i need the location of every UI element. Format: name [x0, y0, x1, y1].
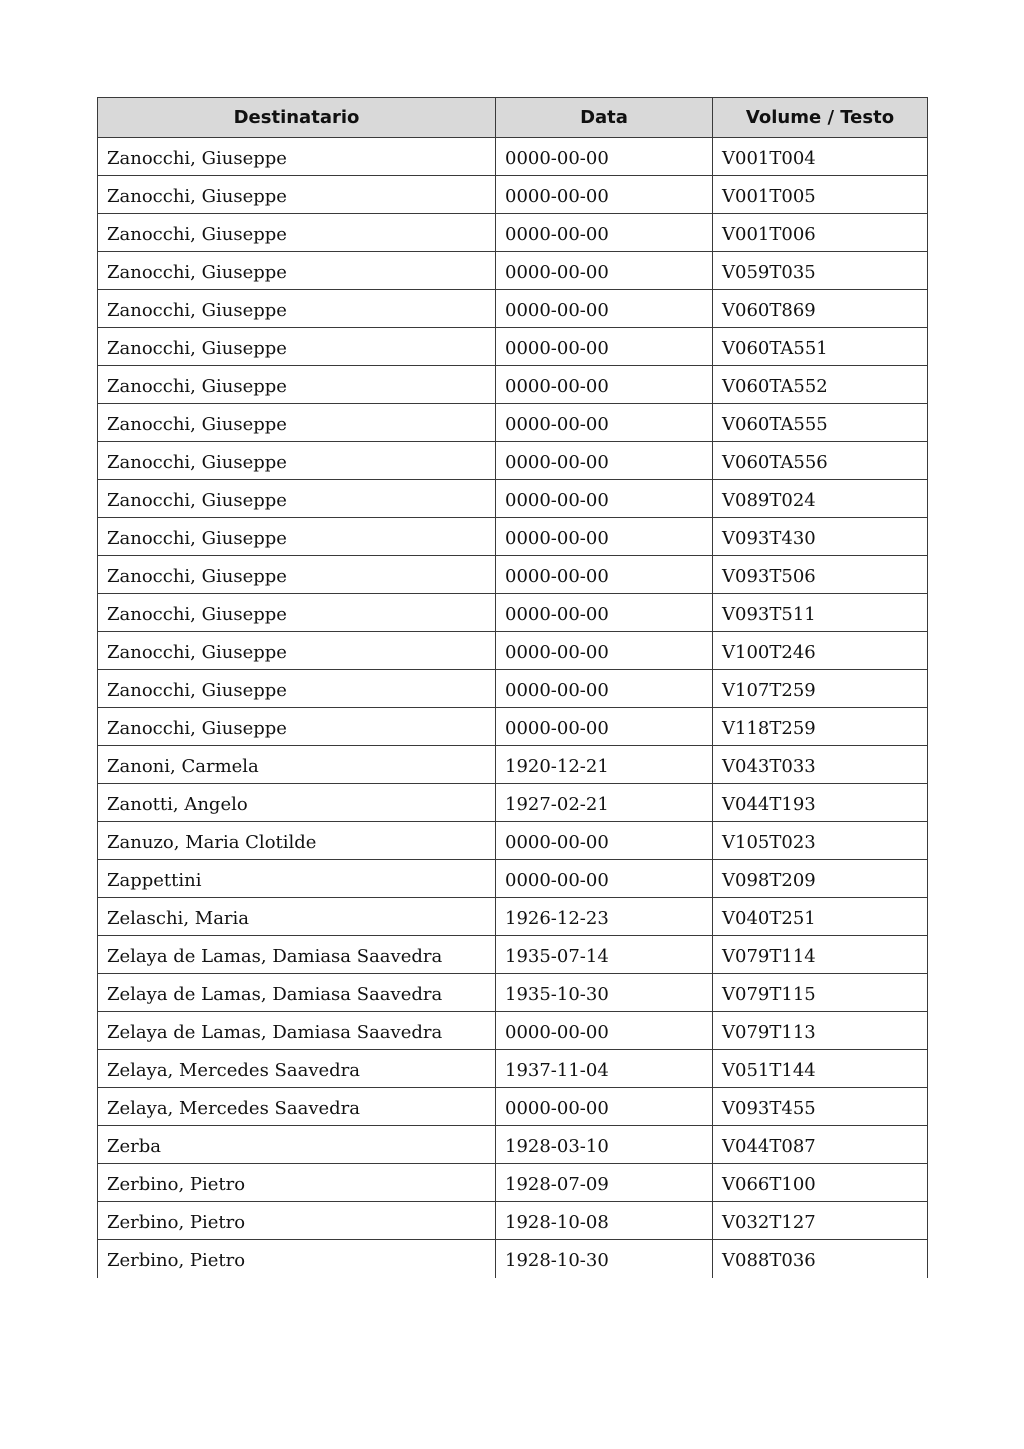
- cell-data: 0000-00-00: [496, 328, 713, 366]
- cell-data: 0000-00-00: [496, 860, 713, 898]
- cell-destinatario: Zanocchi, Giuseppe: [98, 214, 496, 252]
- table-row: [98, 1240, 928, 1278]
- cell-volume-testo: V044T087: [713, 1126, 928, 1164]
- table-row: [98, 556, 928, 594]
- cell-data: 0000-00-00: [496, 290, 713, 328]
- cell-data: 1920-12-21: [496, 746, 713, 784]
- cell-volume-testo: V107T259: [713, 670, 928, 708]
- cell-volume-testo: V060T869: [713, 290, 928, 328]
- cell-destinatario: Zanocchi, Giuseppe: [98, 556, 496, 594]
- cell-destinatario: Zanotti, Angelo: [98, 784, 496, 822]
- cell-destinatario: Zanocchi, Giuseppe: [98, 366, 496, 404]
- table-body: [98, 138, 928, 1278]
- cell-data: 0000-00-00: [496, 1088, 713, 1126]
- table-row: [98, 1012, 928, 1050]
- table-row: [98, 936, 928, 974]
- cell-destinatario: Zanocchi, Giuseppe: [98, 328, 496, 366]
- cell-data: 1928-03-10: [496, 1126, 713, 1164]
- cell-data: 0000-00-00: [496, 214, 713, 252]
- cell-destinatario: Zerba: [98, 1126, 496, 1164]
- cell-data: 0000-00-00: [496, 404, 713, 442]
- cell-destinatario: Zanocchi, Giuseppe: [98, 594, 496, 632]
- cell-data: 0000-00-00: [496, 366, 713, 404]
- cell-destinatario: Zanuzo, Maria Clotilde: [98, 822, 496, 860]
- cell-data: 1928-10-30: [496, 1240, 713, 1278]
- cell-destinatario: Zanocchi, Giuseppe: [98, 404, 496, 442]
- table-row: [98, 860, 928, 898]
- cell-volume-testo: V079T114: [713, 936, 928, 974]
- cell-destinatario: Zanocchi, Giuseppe: [98, 708, 496, 746]
- cell-destinatario: Zerbino, Pietro: [98, 1240, 496, 1278]
- cell-destinatario: Zelaya de Lamas, Damiasa Saavedra: [98, 1012, 496, 1050]
- cell-volume-testo: V044T193: [713, 784, 928, 822]
- cell-data: 0000-00-00: [496, 1012, 713, 1050]
- table-row: [98, 214, 928, 252]
- cell-data: 0000-00-00: [496, 556, 713, 594]
- cell-destinatario: Zanocchi, Giuseppe: [98, 442, 496, 480]
- table-row: [98, 784, 928, 822]
- table-row: [98, 746, 928, 784]
- cell-volume-testo: V093T511: [713, 594, 928, 632]
- cell-data: 0000-00-00: [496, 138, 713, 176]
- cell-volume-testo: V043T033: [713, 746, 928, 784]
- table-row: [98, 480, 928, 518]
- cell-volume-testo: V001T005: [713, 176, 928, 214]
- recipients-table: [97, 97, 928, 1278]
- cell-destinatario: Zanocchi, Giuseppe: [98, 138, 496, 176]
- table-row: [98, 1050, 928, 1088]
- table-row: [98, 670, 928, 708]
- cell-destinatario: Zerbino, Pietro: [98, 1202, 496, 1240]
- cell-volume-testo: V093T506: [713, 556, 928, 594]
- header-data: Data: [496, 98, 713, 138]
- table-row: [98, 404, 928, 442]
- cell-volume-testo: V060TA551: [713, 328, 928, 366]
- cell-volume-testo: V079T113: [713, 1012, 928, 1050]
- table-row: [98, 252, 928, 290]
- cell-data: 1926-12-23: [496, 898, 713, 936]
- table-row: [98, 176, 928, 214]
- cell-data: 1927-02-21: [496, 784, 713, 822]
- cell-volume-testo: V089T024: [713, 480, 928, 518]
- cell-volume-testo: V001T006: [713, 214, 928, 252]
- cell-volume-testo: V060TA552: [713, 366, 928, 404]
- table-row: [98, 708, 928, 746]
- cell-destinatario: Zelaya de Lamas, Damiasa Saavedra: [98, 974, 496, 1012]
- cell-data: 0000-00-00: [496, 594, 713, 632]
- cell-data: 0000-00-00: [496, 632, 713, 670]
- cell-destinatario: Zanocchi, Giuseppe: [98, 252, 496, 290]
- cell-destinatario: Zelaya de Lamas, Damiasa Saavedra: [98, 936, 496, 974]
- cell-volume-testo: V066T100: [713, 1164, 928, 1202]
- cell-volume-testo: V040T251: [713, 898, 928, 936]
- cell-data: 1935-10-30: [496, 974, 713, 1012]
- cell-destinatario: Zanocchi, Giuseppe: [98, 632, 496, 670]
- cell-volume-testo: V105T023: [713, 822, 928, 860]
- header-destinatario: Destinatario: [98, 98, 496, 138]
- cell-data: 0000-00-00: [496, 518, 713, 556]
- cell-data: 1928-10-08: [496, 1202, 713, 1240]
- cell-destinatario: Zappettini: [98, 860, 496, 898]
- cell-volume-testo: V032T127: [713, 1202, 928, 1240]
- cell-data: 0000-00-00: [496, 708, 713, 746]
- table-row: [98, 1202, 928, 1240]
- cell-data: 0000-00-00: [496, 442, 713, 480]
- cell-destinatario: Zanoni, Carmela: [98, 746, 496, 784]
- cell-data: 0000-00-00: [496, 670, 713, 708]
- table-row: [98, 1164, 928, 1202]
- cell-volume-testo: V001T004: [713, 138, 928, 176]
- cell-data: 0000-00-00: [496, 480, 713, 518]
- cell-data: 1928-07-09: [496, 1164, 713, 1202]
- cell-data: 1935-07-14: [496, 936, 713, 974]
- table-row: [98, 290, 928, 328]
- cell-volume-testo: V098T209: [713, 860, 928, 898]
- table-row: [98, 1088, 928, 1126]
- cell-destinatario: Zerbino, Pietro: [98, 1164, 496, 1202]
- table-row: [98, 366, 928, 404]
- header-volume-testo: Volume / Testo: [713, 98, 928, 138]
- cell-data: 0000-00-00: [496, 176, 713, 214]
- cell-destinatario: Zanocchi, Giuseppe: [98, 670, 496, 708]
- cell-destinatario: Zelaya, Mercedes Saavedra: [98, 1050, 496, 1088]
- cell-destinatario: Zanocchi, Giuseppe: [98, 518, 496, 556]
- table-row: [98, 822, 928, 860]
- cell-volume-testo: V059T035: [713, 252, 928, 290]
- table-row: [98, 442, 928, 480]
- cell-volume-testo: V060TA556: [713, 442, 928, 480]
- table-row: [98, 974, 928, 1012]
- cell-destinatario: Zelaschi, Maria: [98, 898, 496, 936]
- cell-volume-testo: V093T455: [713, 1088, 928, 1126]
- header-row: [98, 98, 928, 138]
- table-row: [98, 328, 928, 366]
- cell-data: 0000-00-00: [496, 252, 713, 290]
- cell-volume-testo: V088T036: [713, 1240, 928, 1278]
- cell-volume-testo: V100T246: [713, 632, 928, 670]
- cell-volume-testo: V051T144: [713, 1050, 928, 1088]
- cell-volume-testo: V118T259: [713, 708, 928, 746]
- cell-data: 0000-00-00: [496, 822, 713, 860]
- table-container: [97, 97, 927, 1278]
- table-header: [98, 98, 928, 138]
- table-row: [98, 594, 928, 632]
- cell-volume-testo: V093T430: [713, 518, 928, 556]
- table-row: [98, 1126, 928, 1164]
- table-row: [98, 138, 928, 176]
- table-row: [98, 518, 928, 556]
- cell-destinatario: Zelaya, Mercedes Saavedra: [98, 1088, 496, 1126]
- table-row: [98, 898, 928, 936]
- cell-data: 1937-11-04: [496, 1050, 713, 1088]
- cell-destinatario: Zanocchi, Giuseppe: [98, 480, 496, 518]
- cell-volume-testo: V079T115: [713, 974, 928, 1012]
- cell-destinatario: Zanocchi, Giuseppe: [98, 290, 496, 328]
- table-row: [98, 632, 928, 670]
- cell-volume-testo: V060TA555: [713, 404, 928, 442]
- cell-destinatario: Zanocchi, Giuseppe: [98, 176, 496, 214]
